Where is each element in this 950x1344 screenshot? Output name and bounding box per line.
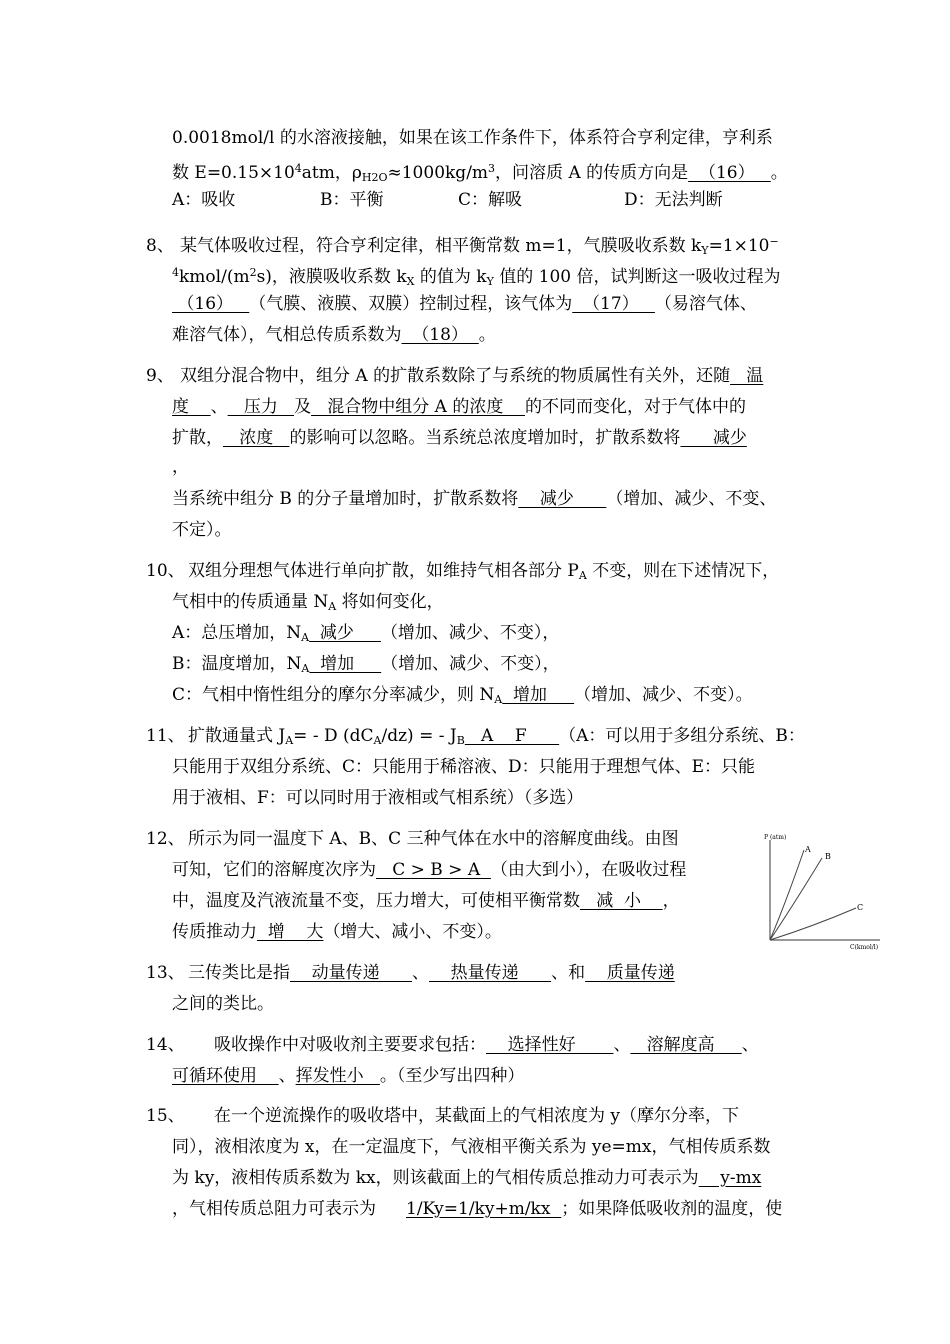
option-b: B：平衡: [320, 190, 384, 210]
text: 、: [278, 1066, 296, 1086]
subscript: A: [578, 569, 587, 582]
text: 用于液相、F：可以同时用于液相或气相系统）（多选）: [172, 788, 584, 808]
q10-option-b: [172, 652, 560, 678]
question-number: 9、: [146, 366, 174, 386]
answer-blank: 减 小: [580, 891, 663, 911]
text: 、: [613, 1035, 631, 1055]
text: 。: [770, 163, 788, 183]
text: 只能用于双组分系统、C：只能用于稀溶液、D：只能用于理想气体、E：只能: [172, 757, 756, 777]
text: 吸收操作中对吸收剂主要要求包括：: [214, 1035, 486, 1055]
answer-blank: 1/Ky=1/ky+m/kx: [406, 1199, 562, 1219]
text: （易溶气体、: [654, 294, 757, 314]
question-number: 13、: [146, 963, 185, 983]
answer-blank-16: （16）: [172, 294, 250, 314]
option-a: A：吸收: [172, 190, 236, 210]
text: 扩散通量式 J: [188, 726, 286, 746]
question-number: 14、: [146, 1035, 185, 1055]
q9-line6: [172, 518, 232, 544]
q7-line2: [172, 157, 788, 183]
text: 、: [741, 1035, 759, 1055]
subscript: A: [301, 662, 310, 675]
q12-line3: [172, 889, 680, 915]
answer-blank-17: （17）: [572, 294, 655, 314]
text: 不变，则在下述情况下，: [586, 561, 780, 581]
q11-line1: [146, 724, 805, 750]
answer-blank-18: （18）: [401, 325, 479, 345]
text: 中，温度及汽液流量不变，压力增大，可使相平衡常数: [172, 891, 580, 911]
q7-text: 0.0018mol/l 的水溶液接触，如果在该工作条件下，体系符合亨利定律，亨利系: [172, 128, 773, 148]
text: 、和: [551, 963, 586, 983]
answer-blank: 温: [730, 366, 764, 386]
q15-line2: [172, 1135, 771, 1161]
answer-blank: 增 大: [257, 922, 324, 942]
answer-blank: y-mx: [698, 1168, 762, 1188]
superscript: −: [769, 235, 779, 248]
answer-blank: 增加: [502, 685, 575, 705]
curve-b: [770, 858, 822, 940]
text: （增加、减少、不变），: [380, 623, 560, 643]
question-number: 8、: [146, 236, 174, 256]
text: s)，液膜吸收系数 k: [256, 267, 407, 287]
text: 气相中的传质通量 N: [172, 592, 329, 612]
q15-line3: [172, 1166, 761, 1192]
text: ，气相传质总阻力可表示为: [172, 1199, 376, 1219]
text: 及: [294, 397, 312, 417]
subscript: A: [328, 600, 337, 613]
text: 值的 100 倍，试判断这一吸收过程为: [493, 267, 781, 287]
text: 的值为 k: [414, 267, 487, 287]
text: 、: [412, 963, 430, 983]
x-axis-label: C(kmol/l): [850, 944, 879, 951]
text: （A：可以用于多组分系统、B：: [559, 726, 805, 746]
subscript: B: [456, 734, 465, 747]
text: 双组分理想气体进行单向扩散，如维持气相各部分 P: [188, 561, 579, 581]
text: C：气相中惰性组分的摩尔分率减少，则 N: [172, 685, 495, 705]
text: 传质推动力: [172, 922, 257, 942]
q7-line1: [172, 126, 773, 152]
text: 三传类比是指: [188, 963, 290, 983]
question-number: 11、: [146, 726, 185, 746]
text: A：总压增加，N: [172, 623, 302, 643]
q9-line2: [172, 395, 746, 421]
curve-b-label: B: [825, 852, 831, 861]
subscript: A: [494, 693, 503, 706]
text: （气膜、液膜、双膜）控制过程，该气体为: [249, 294, 573, 314]
q15-line4: [172, 1197, 782, 1223]
q8-line4: [172, 323, 496, 349]
subscript: X: [406, 275, 415, 288]
q12-line2: [172, 858, 686, 884]
q14-line1: [146, 1033, 759, 1059]
answer-blank: 可循环使用: [172, 1066, 279, 1086]
answer-blank: 减少: [518, 489, 607, 509]
text: =1×10: [708, 236, 770, 256]
text: 。（至少写出四种）: [379, 1066, 525, 1086]
q8-line1: [146, 230, 779, 256]
text: （增加、减少、不变、: [606, 489, 777, 509]
text: 难溶气体），气相总传质系数为: [172, 325, 402, 345]
answer-blank: 热量传递: [429, 963, 552, 983]
q8-line2: [172, 261, 781, 287]
text: 数 E=0.15×10: [172, 163, 295, 183]
q9-line4: [172, 455, 189, 481]
text: 当系统中组分 B 的分子量增加时，扩散系数将: [172, 489, 519, 509]
answer-blank: 混合物中组分 A 的浓度: [311, 397, 525, 417]
answer-blank: 减少: [680, 428, 747, 448]
text: （增大、减小、不变）。: [323, 922, 502, 942]
text: = - D (dC: [293, 726, 374, 746]
q13-line2: [172, 992, 274, 1018]
text: B：温度增加，N: [172, 654, 302, 674]
answer-blank: 选择性好: [486, 1035, 614, 1055]
text: 可知，它们的溶解度次序为: [172, 860, 376, 880]
text: 的不同而变化，对于气体中的: [524, 397, 746, 417]
q15-line1: [146, 1104, 739, 1130]
answer-blank: 减少: [309, 623, 381, 643]
text: 不定）。: [172, 520, 232, 540]
answer-blank: 度: [172, 397, 211, 417]
q9-line1: [146, 364, 763, 390]
text: ，问溶质 A 的传质方向是: [495, 163, 689, 183]
text: （增加、减少、不变），: [381, 654, 560, 674]
answer-blank: 动量传递: [290, 963, 413, 983]
q11-line3: [172, 786, 583, 812]
text: ；如果降低吸收剂的温度，使: [561, 1199, 783, 1219]
curve-c: [770, 908, 856, 940]
answer-blank: 质量传递: [585, 963, 675, 983]
q10-option-c: [172, 683, 753, 709]
answer-blank-16: （16）: [688, 163, 771, 183]
q9-line3: [172, 426, 747, 452]
text: 。: [478, 325, 496, 345]
q11-line2: [172, 755, 755, 781]
question-number: 15、: [146, 1106, 185, 1126]
subscript: A: [285, 734, 294, 747]
text: ，: [172, 457, 189, 477]
text: 将如何变化，: [336, 592, 444, 612]
text: 扩散，: [172, 428, 223, 448]
text: 某气体吸收过程，符合亨利定律，相平衡常数 m=1，气膜吸收系数 k: [180, 236, 702, 256]
text: kmol/(m: [179, 267, 250, 287]
q13-line1: [146, 961, 675, 987]
subscript: Y: [701, 244, 709, 257]
curve-c-label: C: [857, 903, 864, 912]
question-number: 10、: [146, 561, 185, 581]
q12-line4: [172, 920, 502, 946]
answer-blank: 挥发性小: [295, 1066, 380, 1086]
q10-line2: [172, 590, 444, 616]
superscript: 4: [172, 266, 179, 279]
text: （增加、减少、不变）。: [574, 685, 753, 705]
text: 同），液相浓度为 x，在一定温度下，气液相平衡关系为 ye=mx，气相传质系数: [172, 1137, 771, 1157]
answer-blank: A F: [464, 726, 560, 746]
text: /dz) = - J: [381, 726, 457, 746]
text: 为 ky，液相传质系数为 kx，则该截面上的气相传质总推动力可表示为: [172, 1168, 699, 1188]
text: ，: [662, 891, 680, 911]
text: 在一个逆流操作的吸收塔中，某截面上的气相浓度为 y（摩尔分率，下: [214, 1106, 740, 1126]
solubility-curve-figure: [764, 832, 888, 952]
subscript: H2O: [361, 171, 388, 184]
superscript: 2: [249, 266, 257, 279]
superscript: 3: [488, 162, 496, 175]
question-number: 12、: [146, 829, 185, 849]
subscript: A: [373, 734, 382, 747]
q8-line3: [172, 292, 757, 318]
text: 双组分混合物中，组分 A 的扩散系数除了与系统的物质属性有关外，还随: [180, 366, 731, 386]
answer-blank: 增加: [309, 654, 382, 674]
text: ≈1000kg/m: [387, 163, 489, 183]
q10-option-a: [172, 621, 559, 647]
answer-blank: 压力: [227, 397, 295, 417]
answer-blank: 浓度: [223, 428, 290, 448]
q9-line5: [172, 487, 776, 513]
curve-a-label: A: [805, 845, 811, 854]
text: 、: [210, 397, 228, 417]
superscript: 4: [294, 162, 302, 175]
subscript: Y: [486, 275, 494, 288]
y-axis-label: P (atm): [764, 834, 787, 841]
q14-line2: [172, 1064, 524, 1090]
option-c: C：解吸: [458, 190, 523, 210]
option-d: D：无法判断: [624, 190, 723, 210]
text: 所示为同一温度下 A、B、C 三种气体在水中的溶解度曲线。由图: [188, 829, 679, 849]
answer-blank: 溶解度高: [630, 1035, 742, 1055]
text: 之间的类比。: [172, 994, 274, 1014]
text: 的影响可以忽略。当系统总浓度增加时，扩散系数将: [289, 428, 681, 448]
subscript: A: [301, 631, 310, 644]
text: atm，ρ: [301, 163, 362, 183]
answer-blank: C > B > A: [376, 860, 491, 880]
q10-line1: [146, 559, 779, 585]
text: （由大到小），在吸收过程: [490, 860, 687, 880]
q12-line1: [146, 827, 679, 853]
q7-options: [172, 188, 723, 214]
